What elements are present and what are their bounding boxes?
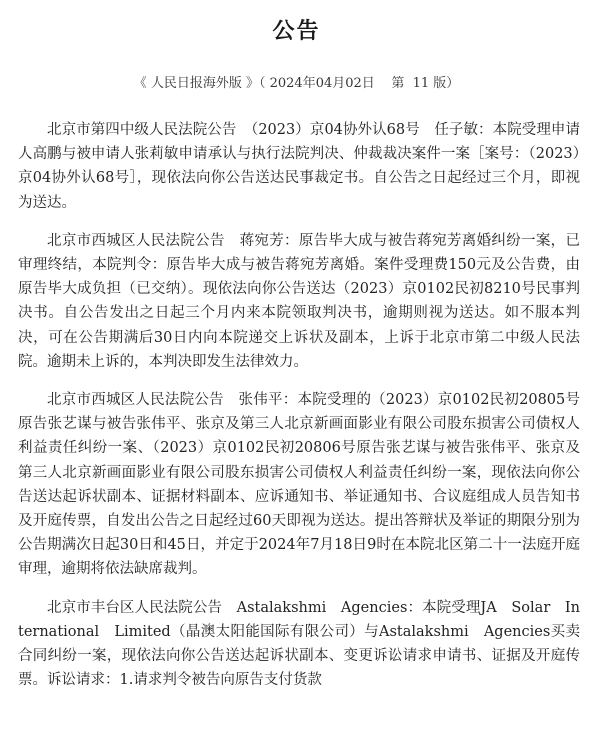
notice-paragraph-2: 北京市西城区人民法院公告 蒋宛芳：原告毕大成与被告蒋宛芳离婚纠纷一案，已审理终结，本院判令：原告毕大成与被告蒋宛芳离婚。案件受理费150元及公告费，由原告毕大成负担（已交纳）。现依法向你公告送达（2023）京0102民初8210号民事判决书。自公告发出之日起三个月内来本院领取判决书，逾期则视为送达。如不服本判决，可在公告期满后30日内向本院递交上诉状及副本，上诉于北京市第二中级人民法院。逾期未上诉的，本判决即发生法律效力。 <box>18 232 580 370</box>
page-title: 公告 <box>272 19 321 44</box>
notice-paragraph-3: 北京市西城区人民法院公告 张伟平：本院受理的（2023）京0102民初20805号原告张艺谋与被告张伟平、张京及第三人北京新画面影业有限公司股东损害公司债权人利益责任纠纷一案、（2023）京0102民初20806号原告张艺谋与被告张伟平、张京及第三人北京新画面影业有限公司股东损害公司债权人利益责任纠纷一案，现依法向你公告送达起诉状副本、证据材料副本、应诉通知书、举证通知书、合议庭组成人员告知书及开庭传票，自发出公告之日起经过60天即视为送达。提出答辩状及举证的期限分别为公告期满次日起30日和45日，并定于2024年7月18日9时在本院北区第二十一法庭开庭审理，逾期将依法缺席裁判。 <box>18 392 580 578</box>
notice-paragraph-4: 北京市丰台区人民法院公告 Astalakshmi Agencies：本院受理JA Solar International Limited（晶澳太阳能国际有限公司）与Astalakshmi Agencies买卖合同纠纷一案，现依法向你公告送达起诉状副本、变更诉讼请求申请书、证据及开庭传票。诉讼请求：1.请求判令被告向原告支付货款 <box>18 599 580 689</box>
notice-body <box>18 118 580 706</box>
notice-paragraph-1: 北京市第四中级人民法院公告 （2023）京04协外认68号 任子敏：本院受理申请人高鹏与被申请人张莉敏申请承认与执行法院判决、仲裁裁决案件一案［案号：（2023）京04协外认68号］，现依法向你公告送达民事裁定书。自公告之日起经过三个月，即视为送达。 <box>18 122 580 211</box>
publication-source: 《 人民日报海外版 》（ 2024年04月02日 第 11 版） <box>133 76 460 91</box>
